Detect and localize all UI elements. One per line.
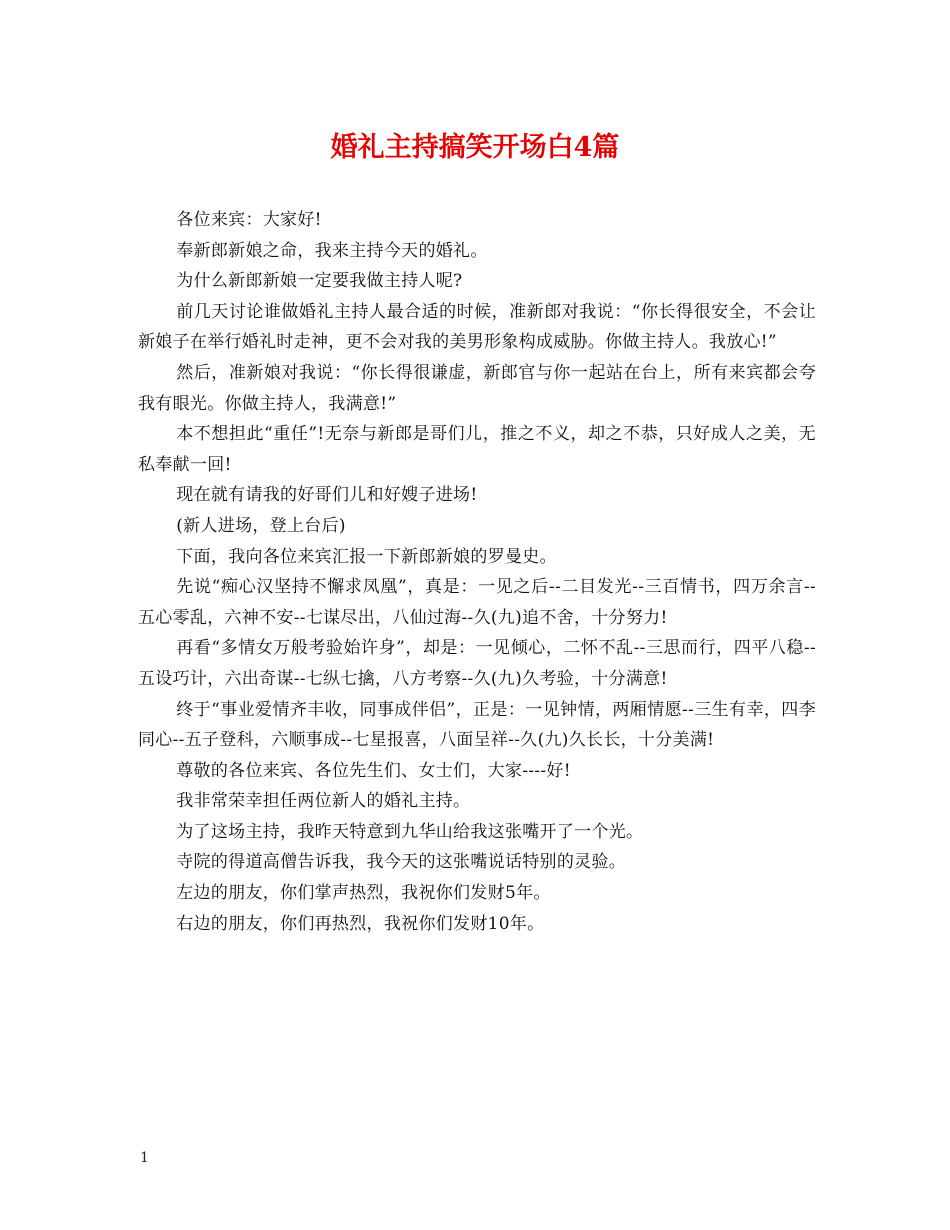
- page-number: 1: [140, 1150, 149, 1166]
- paragraph: (新人进场，登上台后): [176, 515, 346, 536]
- document-body: [138, 205, 816, 939]
- paragraph: 然后，准新娘对我说：“你长得很谦虚，新郎官与你一起站在台上，所有来宾都会夸我有眼光。你做主持人，我满意!”: [138, 362, 816, 414]
- document-title: 婚礼主持搞笑开场白4篇: [330, 132, 620, 163]
- paragraph: 终于“事业爱情齐丰收，同事成伴侣”，正是：一见钟情，两厢情愿--三生有幸，四李同心--五子登科，六顺事成--七星报喜，八面呈祥--久(九)久长长，十分美满!: [138, 699, 816, 751]
- paragraph: 下面，我向各位来宾汇报一下新郎新娘的罗曼史。: [176, 546, 557, 567]
- paragraph: 为了这场主持，我昨天特意到九华山给我这张嘴开了一个光。: [176, 821, 644, 842]
- paragraph: 为什么新郎新娘一定要我做主持人呢?: [176, 271, 463, 292]
- paragraph: 各位来宾：大家好!: [176, 210, 322, 230]
- paragraph: 奉新郎新娘之命，我来主持今天的婚礼。: [176, 240, 488, 261]
- paragraph: 我非常荣幸担任两位新人的婚礼主持。: [176, 791, 471, 812]
- paragraph: 寺院的得道高僧告诉我，我今天的这张嘴说话特别的灵验。: [176, 852, 627, 873]
- paragraph: 尊敬的各位来宾、各位先生们、女士们，大家----好!: [176, 760, 571, 781]
- paragraph: 右边的朋友，你们再热烈，我祝你们发财10年。: [176, 913, 545, 934]
- paragraph: 本不想担此“重任”!无奈与新郎是哥们儿，推之不义，却之不恭，只好成人之美，无私奉献一回!: [138, 424, 816, 475]
- paragraph: 再看“多情女万般考验始许身”，却是：一见倾心，二怀不乱--三思而行，四平八稳--五设巧计，六出奇谋--七纵七擒，八方考察--久(九)久考验，十分满意!: [138, 638, 816, 689]
- paragraph: 左边的朋友，你们掌声热烈，我祝你们发财5年。: [176, 883, 551, 904]
- paragraph: 前几天讨论谁做婚礼主持人最合适的时候，准新郎对我说：“你长得很安全，不会让新娘子在举行婚礼时走神，更不会对我的美男形象构成威胁。你做主持人。我放心!”: [138, 301, 816, 353]
- paragraph: 现在就有请我的好哥们儿和好嫂子进场!: [176, 485, 478, 506]
- paragraph: 先说“痴心汉坚持不懈求凤凰”，真是：一见之后--二目发光--三百情书，四万余言--五心零乱，六神不安--七谋尽出，八仙过海--久(九)追不舍，十分努力!: [138, 577, 816, 628]
